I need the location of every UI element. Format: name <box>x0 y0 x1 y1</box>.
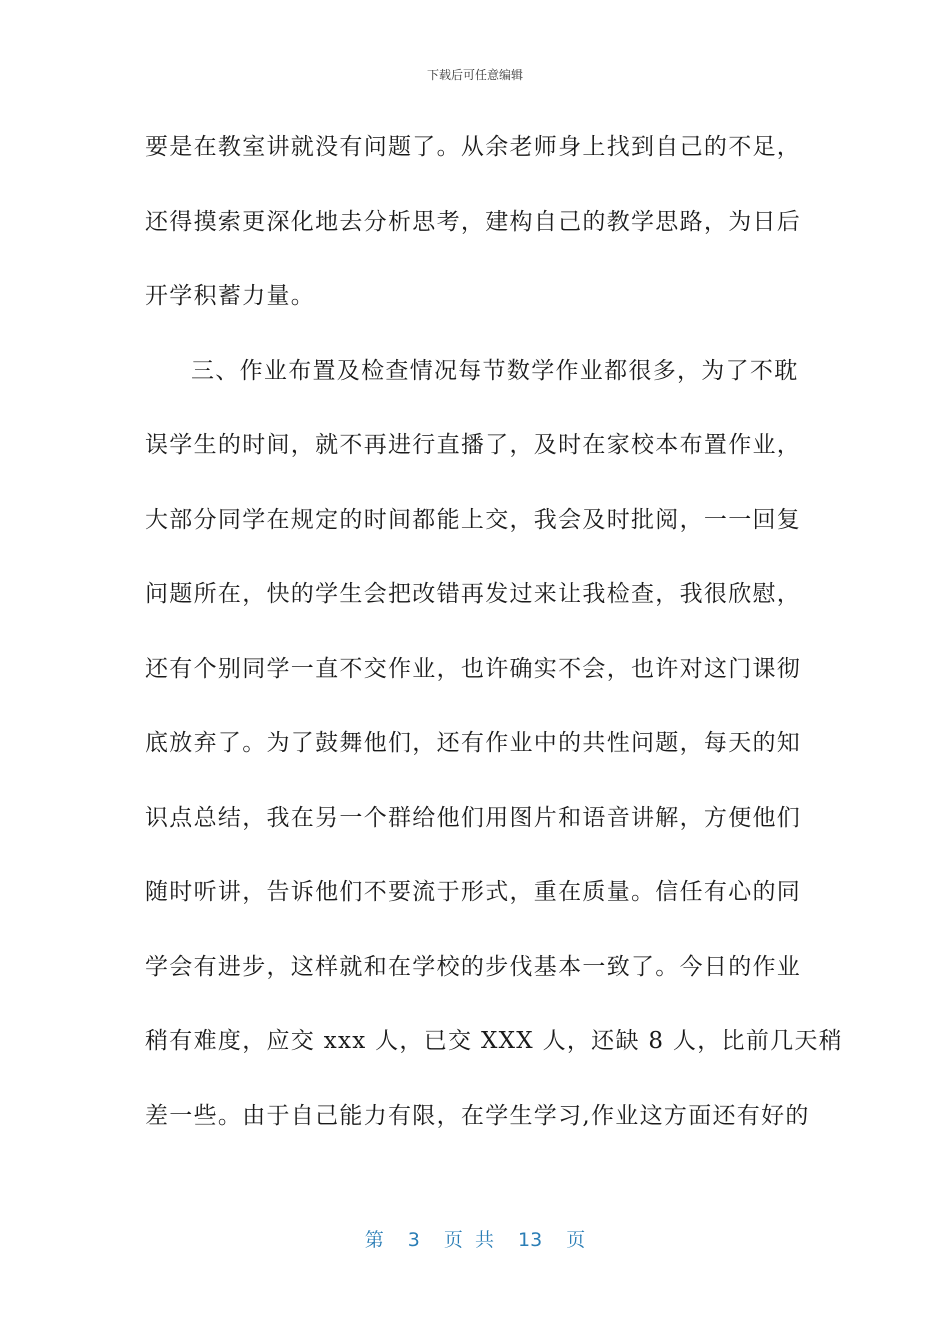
total-pages-number: 13 <box>518 1229 543 1251</box>
text-line: 还有个别同学一直不交作业，也许确实不会，也许对这门课彻 <box>145 655 802 682</box>
document-body <box>145 124 844 1167</box>
page-header-note: 下载后可任意编辑 <box>426 68 523 82</box>
text-line: 问题所在，快的学生会把改错再发过来让我检查，我很欣慰， <box>145 581 802 607</box>
text-line: 开学积蓄力量。 <box>145 283 316 309</box>
text-line: 稍有难度，应交 xxx 人，已交 XXX 人，还缺 8 人，比前几天稍 <box>145 1028 844 1054</box>
footer-middle: 页 共 <box>443 1229 494 1251</box>
text-line: 误学生的时间，就不再进行直播了，及时在家校本布置作业， <box>145 432 802 458</box>
footer-prefix: 第 <box>364 1229 384 1251</box>
text-line: 底放弃了。为了鼓舞他们，还有作业中的共性问题，每天的知 <box>145 730 802 756</box>
text-line: 要是在教室讲就没有问题了。从余老师身上找到自己的不足， <box>145 134 802 160</box>
text-line: 差一些。由于自己能力有限，在学生学习,作业这方面还有好的 <box>145 1102 810 1129</box>
text-line: 随时听讲，告诉他们不要流于形式，重在质量。信任有心的同 <box>145 879 802 905</box>
text-line: 学会有进步，这样就和在学校的步伐基本一致了。今日的作业 <box>145 953 802 980</box>
text-line: 三、作业布置及检查情况每节数学作业都很多，为了不耽 <box>191 357 799 384</box>
current-page-number: 3 <box>407 1229 420 1251</box>
footer-suffix: 页 <box>566 1229 586 1251</box>
page-footer <box>0 1225 950 1252</box>
text-line: 大部分同学在规定的时间都能上交，我会及时批阅，一一回复 <box>145 506 802 533</box>
text-line: 还得摸索更深化地去分析思考，建构自己的教学思路，为日后 <box>145 208 802 235</box>
text-line: 识点总结，我在另一个群给他们用图片和语音讲解，方便他们 <box>145 804 802 831</box>
